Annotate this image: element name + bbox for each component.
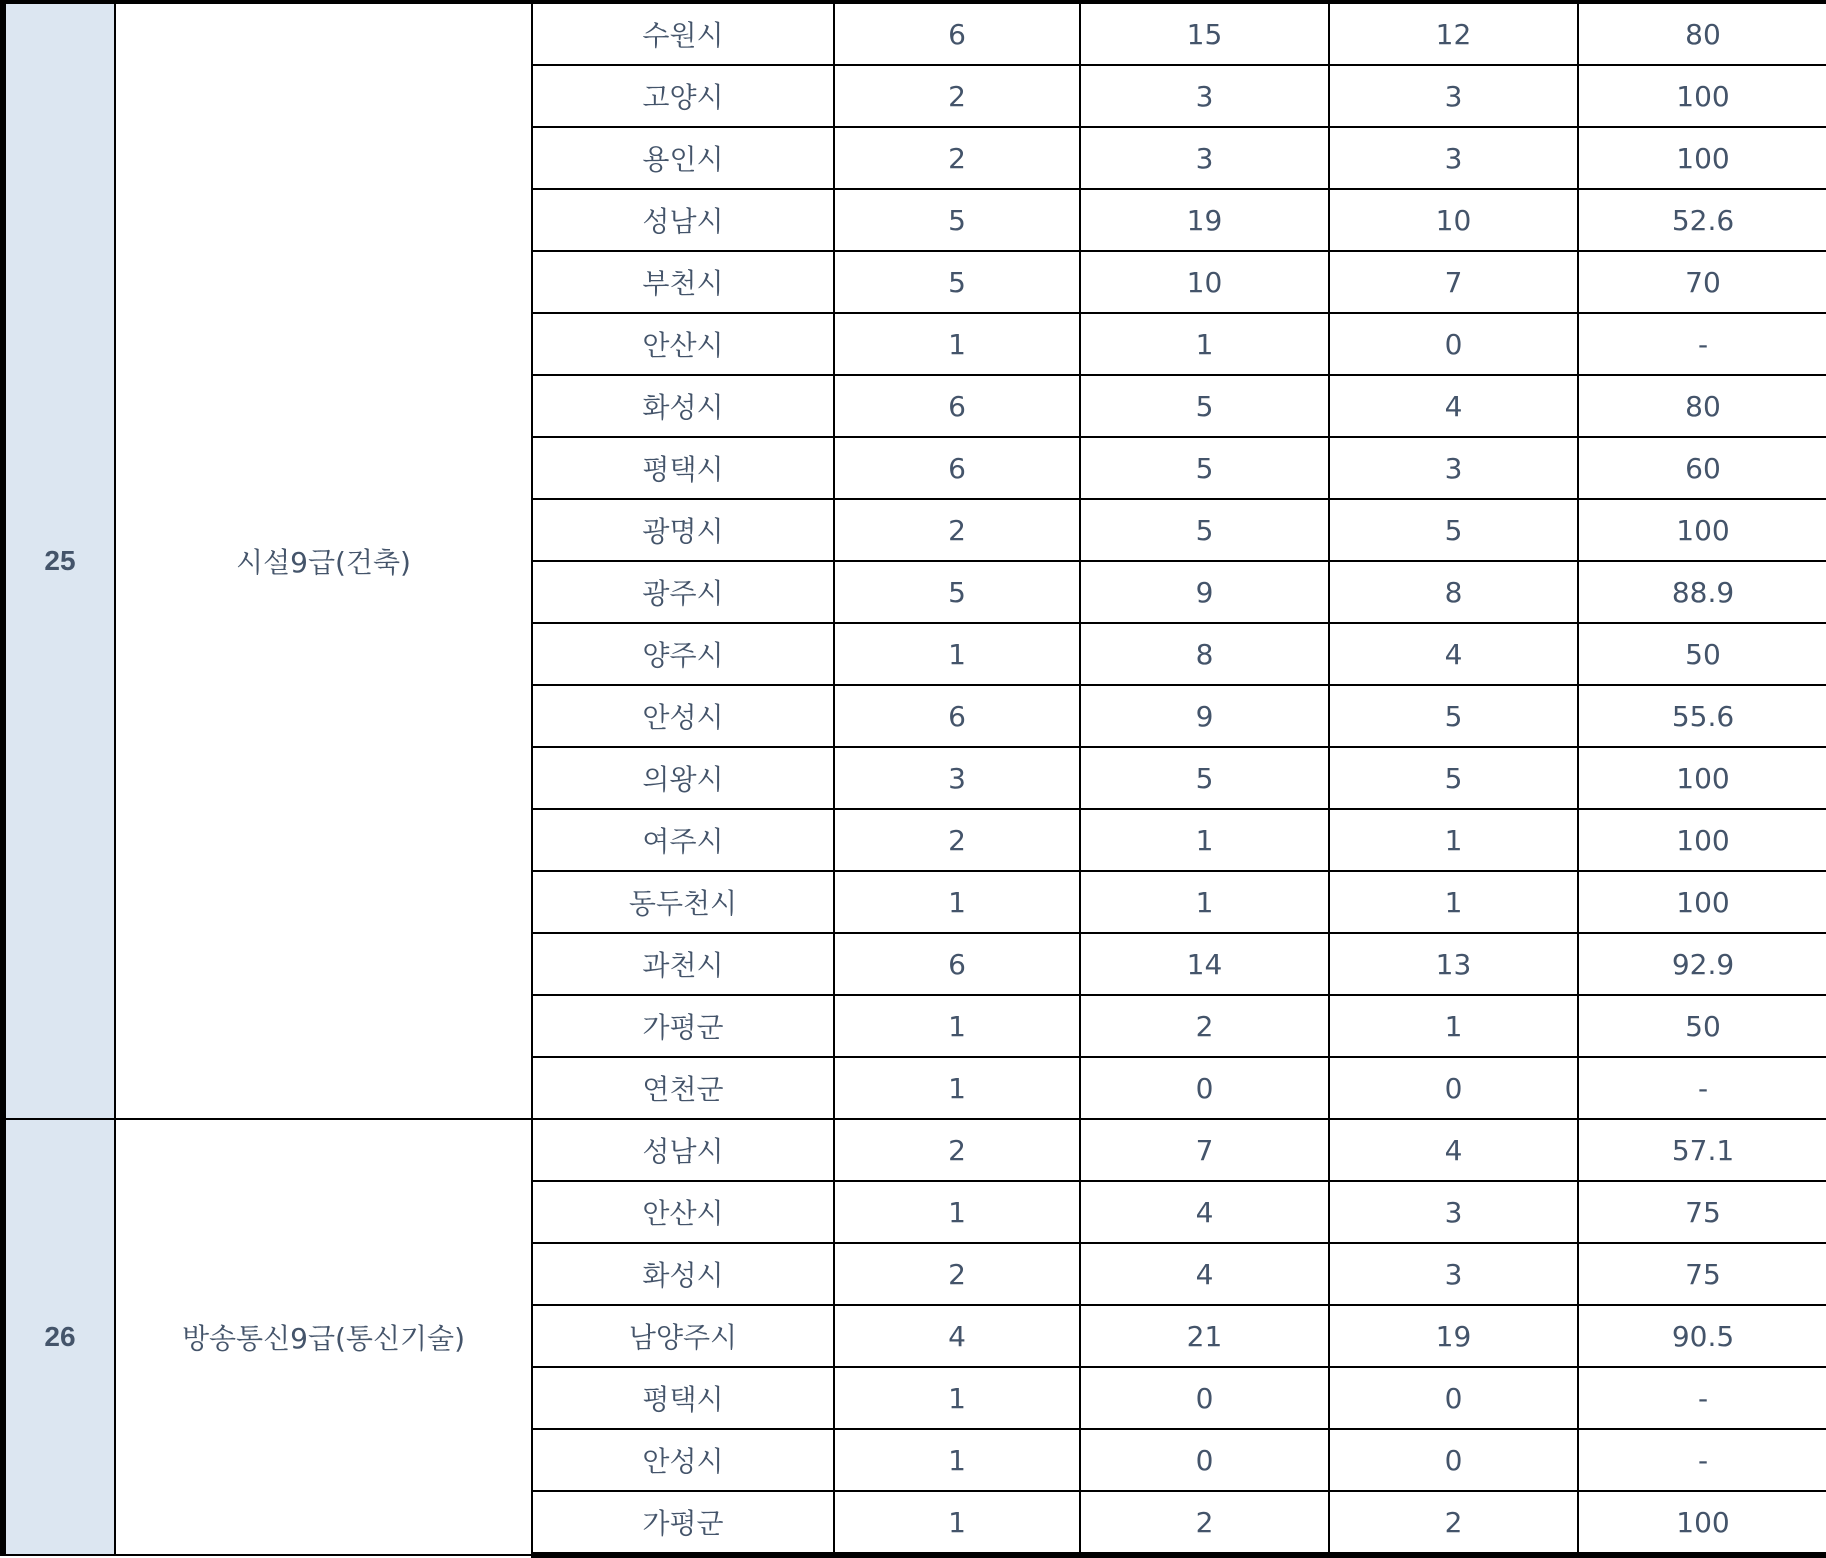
value-cell-c4: 100 (1578, 1491, 1826, 1555)
table-row (3, 2, 1826, 65)
value-cell-c1: 1 (834, 313, 1080, 375)
value-cell-c4: - (1578, 313, 1826, 375)
value-cell-c4: 80 (1578, 2, 1826, 65)
group-title: 방송통신9급(통신기술) (115, 1119, 532, 1555)
value-cell-c1: 6 (834, 933, 1080, 995)
value-cell-c3: 0 (1329, 313, 1578, 375)
value-cell-c4: 100 (1578, 747, 1826, 809)
region-cell: 화성시 (532, 375, 834, 437)
value-cell-c1: 1 (834, 871, 1080, 933)
value-cell-c4: 100 (1578, 127, 1826, 189)
region-cell: 남양주시 (532, 1305, 834, 1367)
value-cell-c1: 5 (834, 251, 1080, 313)
value-cell-c1: 6 (834, 375, 1080, 437)
value-cell-c4: 60 (1578, 437, 1826, 499)
value-cell-c1: 2 (834, 809, 1080, 871)
region-cell: 광명시 (532, 499, 834, 561)
region-cell: 안성시 (532, 1429, 834, 1491)
region-cell: 동두천시 (532, 871, 834, 933)
value-cell-c1: 2 (834, 1243, 1080, 1305)
value-cell-c2: 3 (1080, 127, 1329, 189)
region-cell: 화성시 (532, 1243, 834, 1305)
region-cell: 고양시 (532, 65, 834, 127)
value-cell-c3: 1 (1329, 871, 1578, 933)
value-cell-c2: 19 (1080, 189, 1329, 251)
value-cell-c1: 3 (834, 747, 1080, 809)
value-cell-c3: 0 (1329, 1429, 1578, 1491)
value-cell-c2: 0 (1080, 1367, 1329, 1429)
value-cell-c3: 13 (1329, 933, 1578, 995)
region-cell: 성남시 (532, 189, 834, 251)
value-cell-c1: 4 (834, 1305, 1080, 1367)
value-cell-c2: 0 (1080, 1057, 1329, 1119)
value-cell-c3: 3 (1329, 437, 1578, 499)
value-cell-c4: 100 (1578, 809, 1826, 871)
value-cell-c2: 14 (1080, 933, 1329, 995)
region-cell: 광주시 (532, 561, 834, 623)
value-cell-c3: 4 (1329, 623, 1578, 685)
value-cell-c3: 2 (1329, 1491, 1578, 1555)
value-cell-c3: 5 (1329, 685, 1578, 747)
value-cell-c2: 0 (1080, 1429, 1329, 1491)
group-number: 26 (3, 1119, 115, 1555)
value-cell-c4: 52.6 (1578, 189, 1826, 251)
region-cell: 수원시 (532, 2, 834, 65)
value-cell-c2: 9 (1080, 561, 1329, 623)
region-cell: 가평군 (532, 1491, 834, 1555)
value-cell-c2: 2 (1080, 1491, 1329, 1555)
value-cell-c2: 7 (1080, 1119, 1329, 1181)
value-cell-c3: 4 (1329, 375, 1578, 437)
value-cell-c2: 1 (1080, 313, 1329, 375)
region-cell: 안산시 (532, 313, 834, 375)
group-title: 시설9급(건축) (115, 2, 532, 1119)
value-cell-c4: - (1578, 1429, 1826, 1491)
value-cell-c3: 0 (1329, 1057, 1578, 1119)
value-cell-c1: 6 (834, 685, 1080, 747)
value-cell-c1: 1 (834, 1057, 1080, 1119)
region-cell: 연천군 (532, 1057, 834, 1119)
value-cell-c2: 5 (1080, 499, 1329, 561)
value-cell-c2: 9 (1080, 685, 1329, 747)
value-cell-c4: 92.9 (1578, 933, 1826, 995)
value-cell-c3: 3 (1329, 127, 1578, 189)
value-cell-c3: 1 (1329, 809, 1578, 871)
value-cell-c2: 4 (1080, 1181, 1329, 1243)
value-cell-c2: 15 (1080, 2, 1329, 65)
region-cell: 용인시 (532, 127, 834, 189)
region-cell: 안산시 (532, 1181, 834, 1243)
value-cell-c3: 0 (1329, 1367, 1578, 1429)
value-cell-c1: 1 (834, 1429, 1080, 1491)
value-cell-c2: 1 (1080, 809, 1329, 871)
region-cell: 여주시 (532, 809, 834, 871)
value-cell-c4: 55.6 (1578, 685, 1826, 747)
value-cell-c4: 75 (1578, 1181, 1826, 1243)
value-cell-c3: 3 (1329, 1243, 1578, 1305)
value-cell-c4: - (1578, 1367, 1826, 1429)
value-cell-c1: 5 (834, 561, 1080, 623)
value-cell-c1: 1 (834, 1181, 1080, 1243)
value-cell-c1: 6 (834, 437, 1080, 499)
value-cell-c3: 1 (1329, 995, 1578, 1057)
value-cell-c2: 1 (1080, 871, 1329, 933)
value-cell-c4: 57.1 (1578, 1119, 1826, 1181)
value-cell-c1: 1 (834, 995, 1080, 1057)
value-cell-c3: 12 (1329, 2, 1578, 65)
value-cell-c3: 5 (1329, 747, 1578, 809)
region-cell: 가평군 (532, 995, 834, 1057)
value-cell-c1: 2 (834, 1119, 1080, 1181)
value-cell-c2: 21 (1080, 1305, 1329, 1367)
region-cell: 평택시 (532, 437, 834, 499)
value-cell-c3: 5 (1329, 499, 1578, 561)
value-cell-c4: 80 (1578, 375, 1826, 437)
value-cell-c3: 3 (1329, 65, 1578, 127)
region-cell: 의왕시 (532, 747, 834, 809)
value-cell-c4: 90.5 (1578, 1305, 1826, 1367)
value-cell-c4: 88.9 (1578, 561, 1826, 623)
value-cell-c1: 2 (834, 127, 1080, 189)
value-cell-c4: 100 (1578, 871, 1826, 933)
value-cell-c4: 70 (1578, 251, 1826, 313)
value-cell-c4: 50 (1578, 623, 1826, 685)
region-cell: 양주시 (532, 623, 834, 685)
group-number: 25 (3, 2, 115, 1119)
value-cell-c1: 6 (834, 2, 1080, 65)
value-cell-c1: 1 (834, 623, 1080, 685)
value-cell-c2: 5 (1080, 747, 1329, 809)
region-cell: 성남시 (532, 1119, 834, 1181)
value-cell-c4: 75 (1578, 1243, 1826, 1305)
value-cell-c3: 3 (1329, 1181, 1578, 1243)
value-cell-c2: 5 (1080, 437, 1329, 499)
value-cell-c3: 8 (1329, 561, 1578, 623)
table-body (3, 2, 1826, 1555)
value-cell-c2: 10 (1080, 251, 1329, 313)
value-cell-c2: 2 (1080, 995, 1329, 1057)
region-cell: 평택시 (532, 1367, 834, 1429)
value-cell-c2: 4 (1080, 1243, 1329, 1305)
region-cell: 부천시 (532, 251, 834, 313)
value-cell-c3: 7 (1329, 251, 1578, 313)
region-cell: 과천시 (532, 933, 834, 995)
value-cell-c1: 2 (834, 499, 1080, 561)
value-cell-c4: 100 (1578, 499, 1826, 561)
value-cell-c4: 100 (1578, 65, 1826, 127)
value-cell-c2: 3 (1080, 65, 1329, 127)
value-cell-c4: - (1578, 1057, 1826, 1119)
value-cell-c1: 2 (834, 65, 1080, 127)
value-cell-c1: 1 (834, 1491, 1080, 1555)
value-cell-c1: 5 (834, 189, 1080, 251)
value-cell-c2: 5 (1080, 375, 1329, 437)
value-cell-c3: 4 (1329, 1119, 1578, 1181)
value-cell-c1: 1 (834, 1367, 1080, 1429)
value-cell-c4: 50 (1578, 995, 1826, 1057)
table-row (3, 1119, 1826, 1181)
value-cell-c3: 19 (1329, 1305, 1578, 1367)
value-cell-c3: 10 (1329, 189, 1578, 251)
value-cell-c2: 8 (1080, 623, 1329, 685)
region-cell: 안성시 (532, 685, 834, 747)
